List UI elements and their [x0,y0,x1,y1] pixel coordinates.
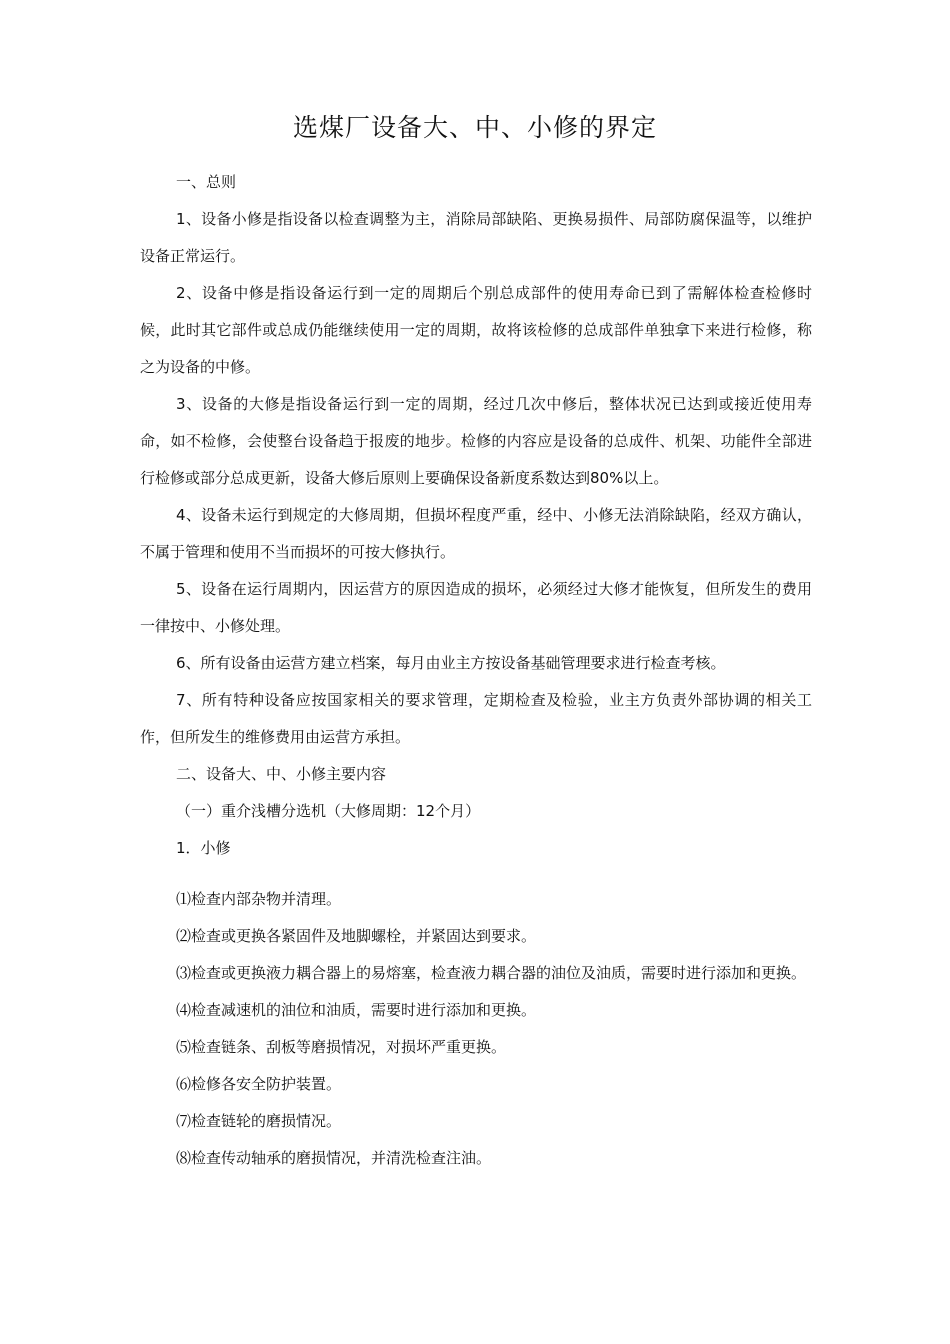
minor-repair-item-7: ⑺检查链轮的磨损情况。 [176,1112,342,1130]
minor-repair-item-3: ⑶检查或更换液力耦合器上的易熔塞，检查液力耦合器的油位及油质，需要时进行添加和更换。 [176,964,807,982]
minor-repair-item-5: ⑸检查链条、刮板等磨损情况，对损坏严重更换。 [176,1038,507,1056]
general-item-3: 3、设备的大修是指设备运行到一定的周期，经过几次中修后，整体状况已达到或接近使用寿命，如不检修，会使整台设备趋于报废的地步。检修的内容应是设备的总成件、机架、功能件全部进行检修或部分总成更新，设备大修后原则上要确保设备新度系数达到80%以上。 [140,395,812,487]
minor-repair-item-1: ⑴检查内部杂物并清理。 [176,890,342,908]
general-item-2: 2、设备中修是指设备运行到一定的周期后个别总成部件的使用寿命已到了需解体检查检修时候，此时其它部件或总成仍能继续使用一定的周期，故将该检修的总成部件单独拿下来进行检修，称之为设备的中修。 [140,284,812,376]
minor-repair-item-8: ⑻检查传动轴承的磨损情况，并清洗检查注油。 [176,1149,492,1167]
general-item-1: 1、设备小修是指设备以检查调整为主，消除局部缺陷、更换易损件、局部防腐保温等，以维护设备正常运行。 [140,210,812,265]
minor-repair-item-4: ⑷检查减速机的油位和油质，需要时进行添加和更换。 [176,1001,537,1019]
minor-repair-item-2: ⑵检查或更换各紧固件及地脚螺栓，并紧固达到要求。 [176,927,537,945]
section-general [140,164,812,1177]
section-heading-general: 一、总则 [176,173,237,191]
minor-repair-heading: 1．小修 [176,839,231,857]
general-item-6: 6、所有设备由运营方建立档案，每月由业主方按设备基础管理要求进行检查考核。 [176,654,726,672]
document-title: 选煤厂设备大、中、小修的界定 [292,113,657,142]
minor-repair-item-6: ⑹检修各安全防护装置。 [176,1075,342,1093]
general-item-5: 5、设备在运行周期内，因运营方的原因造成的损坏，必须经过大修才能恢复，但所发生的费用一律按中、小修处理。 [140,580,812,635]
subsection-heading-separator: （一）重介浅槽分选机（大修周期：12个月） [176,802,481,820]
section-heading-contents: 二、设备大、中、小修主要内容 [176,765,387,783]
general-item-4: 4、设备未运行到规定的大修周期，但损坏程度严重，经中、小修无法消除缺陷，经双方确认，不属于管理和使用不当而损坏的可按大修执行。 [140,506,812,561]
general-item-7: 7、所有特种设备应按国家相关的要求管理，定期检查及检验，业主方负责外部协调的相关工作，但所发生的维修费用由运营方承担。 [140,691,812,746]
